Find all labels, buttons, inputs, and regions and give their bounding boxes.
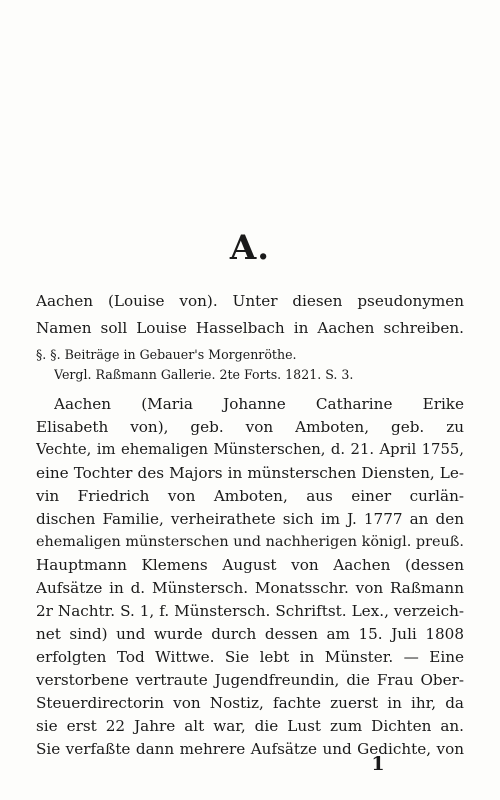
entry1-note-2: Vergl. Raßmann Gallerie. 2te Forts. 1821. S. 3. [54,367,354,382]
section-letter-heading: A. [229,228,271,268]
entry2-line-5: vin Friedrich von Amboten, aus einer curlän- [36,487,464,505]
entry2-line-9: Aufsätze in d. Münstersch. Monatsschr. von Raßmann [36,579,464,597]
entry2-line-1: Aachen (Maria Johanne Catharine Erike [54,395,464,413]
entry2-line-12: erfolgten Tod Wittwe. Sie lebt in Münster. — Eine [36,648,464,666]
entry1-line-2: Namen soll Louise Hasselbach in Aachen schreiben. [36,319,464,337]
entry1-line-1: Aachen (Louise von). Unter diesen pseudonymen [36,292,464,310]
entry2-line-7: ehemaligen münsterschen und nachherigen königl. preuß. [36,534,464,550]
entry2-line-8: Hauptmann Klemens August von Aachen (dessen [36,556,464,574]
entry2-line-13: verstorbene vertraute Jugendfreundin, die Frau Ober- [36,671,464,689]
page-signature-mark: 1 [371,753,385,775]
entry1-note-1: §. §. Beiträge in Gebauer's Morgenröthe. [36,347,297,362]
entry2-line-10: 2r Nachtr. S. 1, f. Münstersch. Schriftst. Lex., verzeich- [36,602,464,620]
entry2-line-14: Steuerdirectorin von Nostiz, fachte zuerst in ihr, da [36,694,464,712]
entry2-line-2: Elisabeth von), geb. von Amboten, geb. zu [36,418,464,436]
entry2-line-15: sie erst 22 Jahre alt war, die Lust zum Dichten an. [36,717,464,735]
entry2-line-16: Sie verfaßte dann mehrere Aufsätze und Gedichte, von [36,740,464,758]
entry2-line-11: net sind) und wurde durch dessen am 15. Juli 1808 [36,625,464,643]
entry2-line-6: dischen Familie, verheirathete sich im J. 1777 an den [36,510,464,528]
entry2-line-4: eine Tochter des Majors in münsterschen Diensten, Le- [36,464,464,482]
entry2-line-3: Vechte, im ehemaligen Münsterschen, d. 21. April 1755, [36,441,464,458]
